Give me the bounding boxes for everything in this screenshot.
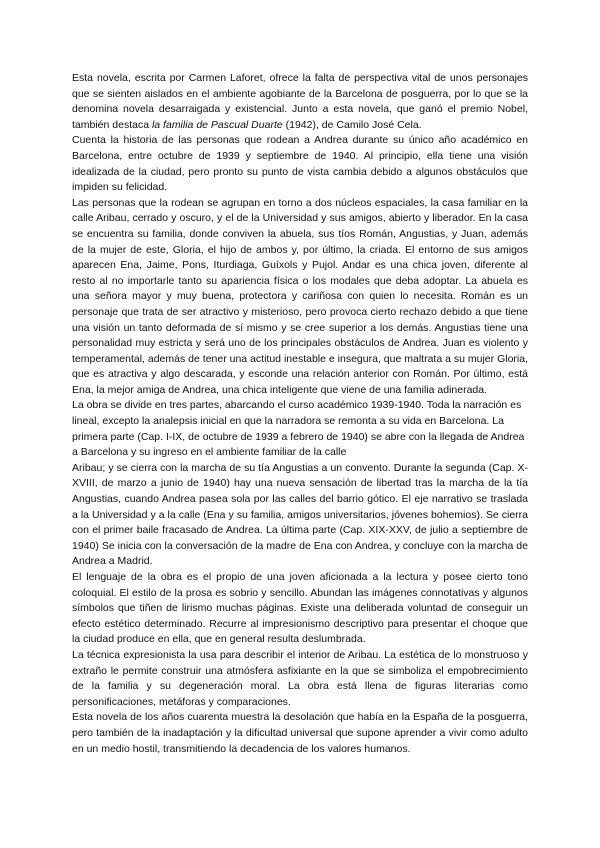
book-title-reference: la familia de Pascual Duarte bbox=[151, 118, 283, 131]
paragraph-structure-continued: Aribau; y se cierra con la marcha de su tía Angustias a un convento. Durante la segunda (Cap. X-XVIII, de marzo a junio de 1940) hay una nueva sensación de libertad tras la marcha de la tía Angustias, cuando Andrea pasea sola por las calles del barrio gótico. El eje narrativo se traslada a la Universidad y a la calle (Ena y su familia, amigos universitarios, jóvenes bohemios). Se cierra con el primer baile fracasado de Andrea. La última parte (Cap. XIX-XXV, de julio a septiembre de 1940) Se inicia con la conversación de la madre de Ena con Andrea, y concluye con la marcha de Andrea a Madrid. bbox=[72, 461, 528, 568]
paragraph-intro-text-b: (1942), de Camilo José Cela. bbox=[282, 118, 422, 131]
paragraph-intro bbox=[72, 71, 528, 133]
paragraph-conclusion: Esta novela de los años cuarenta muestra la desolación que había en la España de la posguerra, pero también de la inadaptación y la dificultad universal que supone aprender a vivir como adulto en un medio hostil, transmitiendo la decadencia de los valores humanos. bbox=[72, 711, 528, 755]
paragraph-characters: Las personas que la rodean se agrupan en torno a dos núcleos espaciales, la casa familiar en la calle Aribau, cerrado y oscuro, y el de la Universidad y sus amigos, abierto y liberador. En la casa se encuentra su familia, donde conviven la abuela, sus tíos Román, Angustias, y Juan, además de la mujer de este, Gloria, el hijo de ambos y, por último, la criada. El entorno de sus amigos aparecen Ena, Jaime, Pons, Iturdiaga, Guíxols y Pujol. Andar es una chica joven, diferente al resto al no importarle tanto su apariencia física o los modales que deba adoptar. La abuela es una señora mayor y muy buena, protectora y cariñosa con quien lo necesita. Román es un personaje que trata de ser atractivo y misterioso, pero provoca cierto rechazo debido a que tiene una visión un tanto deformada de sí mismo y se cree superior a los demás. Angustias tiene una personalidad muy estricta y será uno de los principales obstáculos de Andrea. Juan es violento y temperamental, además de tener una actitud inestable e insegura, que maltrata a su mujer Gloria, que es atractiva y algo descarada, y esconde una relación anterior con Román. Por último, está Ena, la mejor amiga de Andrea, una chica inteligente que viene de una familia adinerada. bbox=[72, 196, 528, 396]
paragraph-plot: Cuenta la historia de las personas que rodean a Andrea durante su único año académico en Barcelona, entre octubre de 1939 y septiembre de 1940. Al principio, ella tiene una visión idealizada de la ciudad, pero pronto su punto de vista cambia debido a algunos obstáculos que impiden su felicidad. bbox=[72, 134, 528, 194]
paragraph-structure: La obra se divide en tres partes, abarcando el curso académico 1939-1940. Toda la narración es lineal, excepto la analepsis inicial en que la narradora se remonta a su vida en Barcelona. La primera parte (Cap. I-IX, de octubre de 1939 a febrero de 1940) se abre con la llegada de Andrea a Barcelona y su ingreso en el ambiente familiar de la calle bbox=[72, 399, 525, 459]
paragraph-intro-text-a: Esta novela, escrita por Carmen Laforet, ofrece la falta de perspectiva vital de unos personajes que se sienten aislados en el ambiente agobiante de la Barcelona de posguerra, por lo que se la denomina novela desarraigada y existencial. Junto a esta novela, que ganó el premio Nobel, también destaca bbox=[72, 72, 528, 131]
paragraph-language: El lenguaje de la obra es el propio de una joven aficionada a la lectura y posee cierto tono coloquial. El estilo de la prosa es sobrio y sencillo. Abundan las imágenes connotativas y algunos símbolos que tiñen de lirismo muchas páginas. Existe una deliberada voluntad de conseguir un efecto estético determinado. Recurre al impresionismo descriptivo para presentar el choque que la ciudad produce en ella, que en general resulta deslumbrada. bbox=[72, 571, 528, 646]
document-page bbox=[72, 71, 528, 757]
paragraph-technique: La técnica expresionista la usa para describir el interior de Aribau. La estética de lo monstruoso y extraño le permite construir una atmósfera asfixiante en la que se simboliza el empobrecimiento de la familia y su degeneración moral. La obra está llena de figuras literarias como personificaciones, metáforas y comparaciones. bbox=[72, 648, 528, 708]
